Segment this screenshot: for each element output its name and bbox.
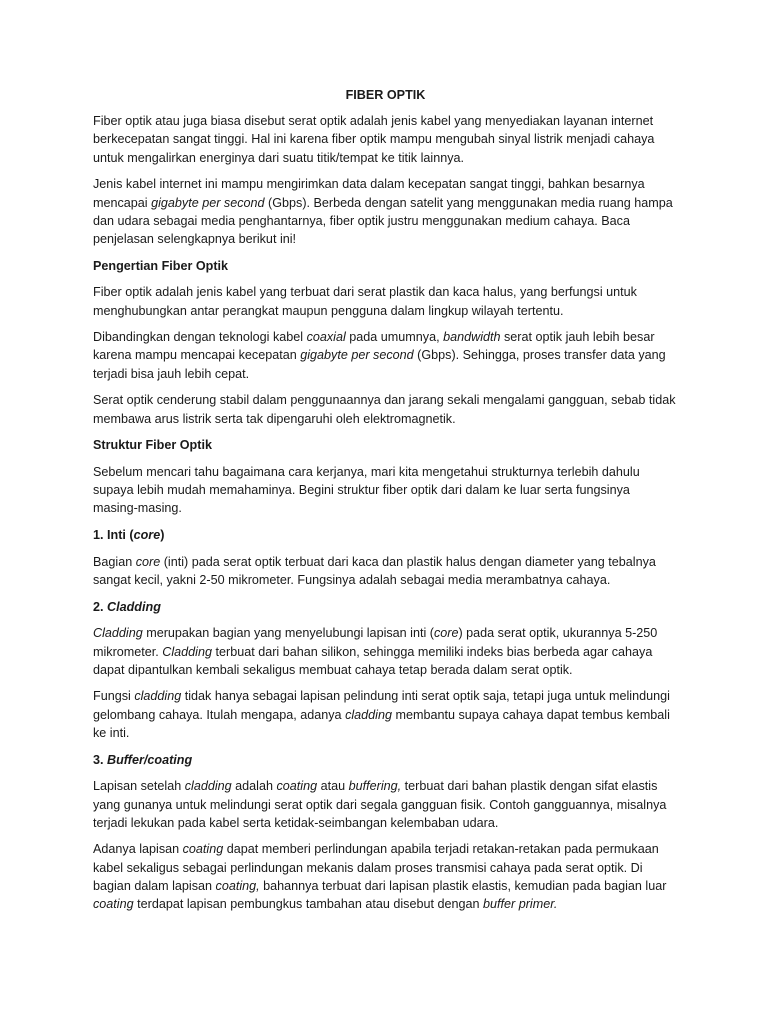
document-title: FIBER OPTIK xyxy=(345,88,426,102)
text-run: 1. Inti ( xyxy=(93,528,134,543)
italic-term: cladding xyxy=(184,779,232,794)
intro-paragraph-2 xyxy=(93,175,678,248)
pengertian-paragraph-1: Fiber optik adalah jenis kabel yang terbuat dari serat plastik dan kaca halus, yang berfungsi untuk menghubungkan antar perangkat maupun pengguna dalam lingkup wilayah tertentu. xyxy=(93,285,637,318)
text-run: terbuat dari bahan silikon, sehingga memiliki indeks bias berbeda agar cahaya dapat dipantulkan kembali sekaligus membuat cahaya tetap berada dalam serat optik. xyxy=(93,644,653,677)
subsection-heading-cladding xyxy=(93,598,678,616)
cladding-paragraph-1 xyxy=(93,624,678,679)
italic-term: coating, xyxy=(215,878,260,893)
cladding-paragraph-2 xyxy=(93,687,678,742)
text-run: bahannya terbuat dari lapisan plastik elastis, kemudian pada bagian luar xyxy=(259,878,667,893)
italic-term: core xyxy=(135,554,161,569)
pengertian-paragraph-3: Serat optik cenderung stabil dalam penggunaannya dan jarang sekali mengalami gangguan, sebab tidak membawa arus listrik serta tak dipengaruhi oleh elektromagnetik. xyxy=(93,393,676,426)
text-run: Lapisan setelah xyxy=(93,779,185,794)
buffer-paragraph-2 xyxy=(93,840,678,913)
italic-term: coaxial xyxy=(306,330,346,345)
text-run: (Gbps). Berbeda dengan satelit yang menggunakan media ruang hampa dan udara sebagai media penghantarnya, fiber optik justru menggunakan medium cahaya. Baca penjelasan selengkapnya berikut ini! xyxy=(93,195,673,246)
text-run: pada umumnya, xyxy=(345,330,444,345)
text-run: ) pada serat optik, ukurannya 5-250 mikrometer. xyxy=(93,626,658,659)
italic-term: coating xyxy=(276,779,318,794)
text-run: atau xyxy=(317,779,349,794)
pengertian-paragraph-2 xyxy=(93,328,678,383)
subsection-heading-inti xyxy=(93,526,678,544)
italic-term: Cladding xyxy=(162,644,212,659)
text-run: ) xyxy=(160,528,165,543)
text-run: 3. xyxy=(93,752,108,767)
text-run: Jenis kabel internet ini mampu mengirimkan data dalam kecepatan sangat tinggi, bahkan besarnya mencapai xyxy=(93,177,645,210)
italic-term: core xyxy=(133,528,161,543)
italic-term: cladding xyxy=(134,689,182,704)
text-run: terdapat lapisan pembungkus tambahan atau disebut dengan xyxy=(133,897,484,912)
text-run: adalah xyxy=(231,779,277,794)
intro-paragraph-1: Fiber optik atau juga biasa disebut serat optik adalah jenis kabel yang menyediakan layanan internet berkecepatan sangat tinggi. Hal ini karena fiber optik mampu mengubah sinyal listrik menjadi cahaya untuk mengalirkan energinya dari suatu titik/tempat ke titik lainnya. xyxy=(93,114,655,165)
italic-term: coating xyxy=(93,897,134,912)
struktur-paragraph-1: Sebelum mencari tahu bagaimana cara kerjanya, mari kita mengetahui strukturnya terlebih dahulu supaya lebih mudah memahaminya. Begini struktur fiber optik dari dalam ke luar serta fungsinya masing-masing. xyxy=(93,464,640,516)
text-run: (Gbps). Sehingga, proses transfer data yang terjadi bisa jauh lebih cepat. xyxy=(93,348,666,381)
text-run: tidak hanya sebagai lapisan pelindung inti serat optik saja, tetapi juga untuk melindungi gelombang cahaya. Itulah mengapa, adanya xyxy=(93,689,670,722)
italic-term: Cladding xyxy=(107,599,161,614)
text-run: Fungsi xyxy=(93,689,135,704)
italic-term: bandwidth xyxy=(443,330,501,345)
inti-paragraph-1 xyxy=(93,553,678,589)
section-heading-pengertian: Pengertian Fiber Optik xyxy=(93,258,229,273)
section-heading-struktur: Struktur Fiber Optik xyxy=(93,438,212,453)
italic-term: Cladding xyxy=(93,626,143,641)
text-run: dapat memberi perlindungan apabila terjadi retakan-retakan pada permukaan kabel sekaligus sebagai perlindungan mekanis dalam proses transmisi cahaya pada serat optik. Di bagian dalam lapisan xyxy=(93,842,659,893)
italic-term: gigabyte per second xyxy=(151,195,265,210)
text-run: terbuat dari bahan plastik dengan sifat elastis yang gunanya untuk melindungi serat optik dari segala gangguan fisik. Contoh gangguannya, misalnya terjadi lekukan pada kabel serta ketidak-seimbangan kelembaban udara. xyxy=(93,779,667,830)
italic-term: Buffer/coating xyxy=(107,752,193,767)
text-run: (inti) pada serat optik terbuat dari kaca dan plastik halus dengan diameter yang tebalnya sangat kecil, yakni 2-50 mikrometer. Fungsinya adalah sebagai media merambatnya cahaya. xyxy=(93,554,656,587)
italic-term: coating xyxy=(182,842,224,857)
text-run: 2. xyxy=(93,599,108,614)
document-page xyxy=(93,86,678,922)
italic-term: buffering, xyxy=(348,779,402,794)
italic-term: buffer primer. xyxy=(483,897,558,912)
italic-term: gigabyte per second xyxy=(300,348,414,363)
text-run: Adanya lapisan xyxy=(93,842,183,857)
text-run: Bagian xyxy=(93,554,136,569)
buffer-paragraph-1 xyxy=(93,777,678,832)
subsection-heading-buffer xyxy=(93,751,678,769)
italic-term: core xyxy=(433,626,459,641)
text-run: serat optik jauh lebih besar karena mampu mencapai kecepatan xyxy=(93,330,655,363)
text-run: membantu supaya cahaya dapat tembus kembali ke inti. xyxy=(93,707,670,740)
text-run: merupakan bagian yang menyelubungi lapisan inti ( xyxy=(142,626,434,641)
text-run: Dibandingkan dengan teknologi kabel xyxy=(93,330,307,345)
italic-term: cladding xyxy=(345,707,392,722)
